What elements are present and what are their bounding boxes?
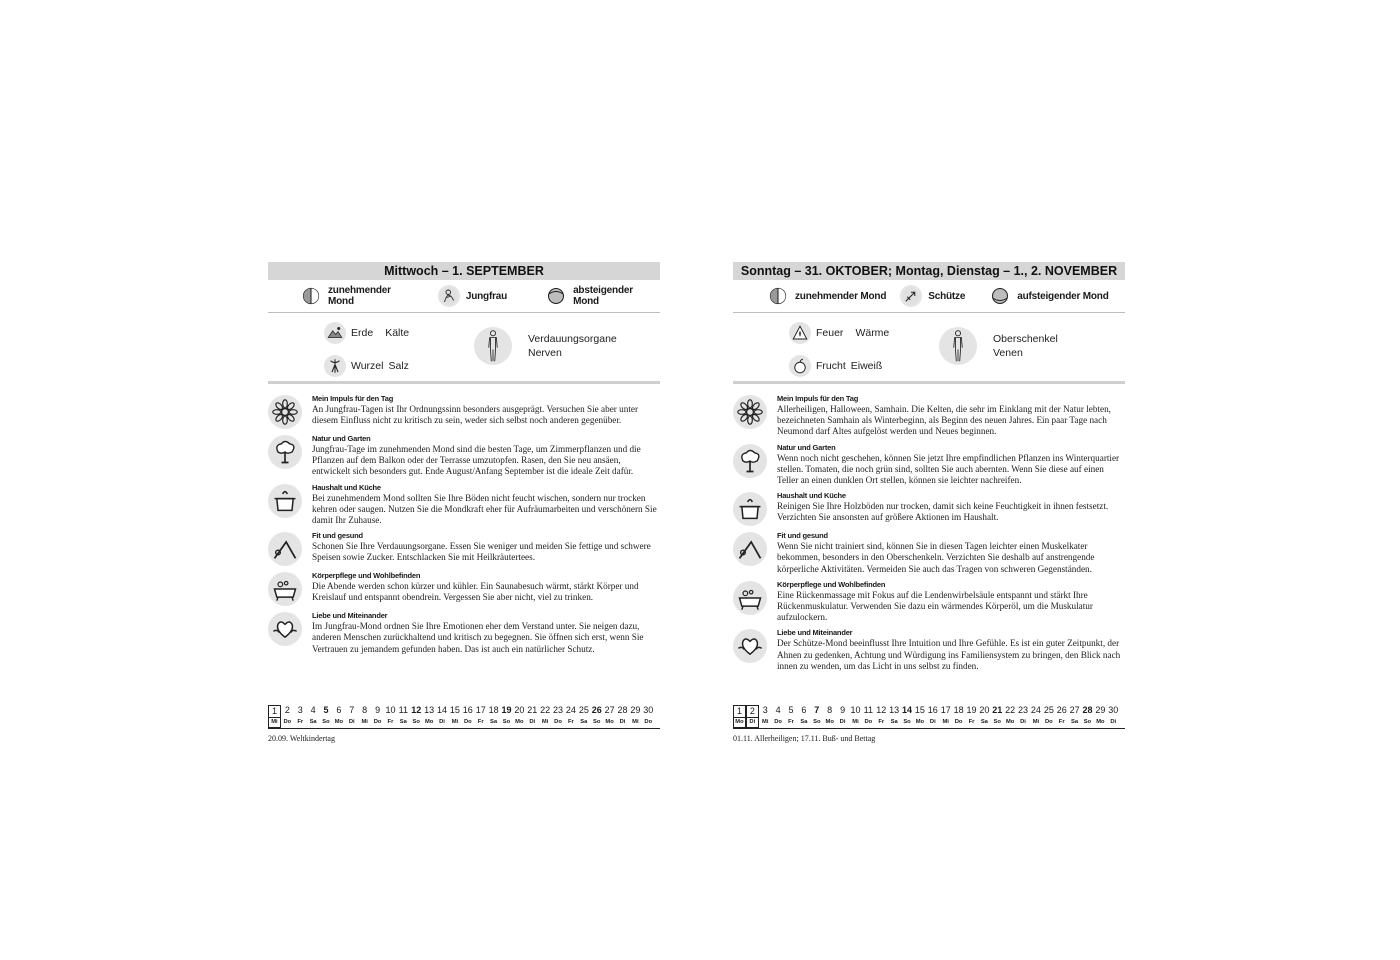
yoga-icon [268, 532, 302, 566]
section-household [733, 491, 1125, 526]
section-text: Wenn Sie nicht trainiert sind, können Sie in diesen Tagen leichter einen Muskelkater bekommen, besonders in den Oberschenkeln. Verzichten Sie deshalb auf anstrengende körperliche Aktivitäten. Vermeiden Sie auch das Tragen von schweren Gegenständen. [777, 541, 1095, 574]
calendar-day-number: 3 [762, 705, 768, 715]
calendar-day-number: 25 [1043, 705, 1054, 715]
page-header: Sonntag – 31. OKTOBER; Montag, Dienstag – 1., 2. NOVEMBER [733, 262, 1125, 280]
calendar-day-number: 8 [827, 705, 833, 715]
yoga-icon [733, 532, 767, 566]
calendar-day-number: 14 [437, 705, 448, 715]
calendar-weekday: So [813, 719, 821, 725]
page-header: Mittwoch – 1. SEPTEMBER [268, 262, 660, 280]
calendar-weekday: Mo [605, 719, 614, 725]
element-line-1 [789, 322, 889, 344]
elements-block [733, 313, 1125, 384]
half-moon-icon [767, 285, 789, 307]
section-text: An Jungfrau-Tagen ist Ihr Ordnungssinn besonders ausgeprägt. Versuchen Sie aber unter diesem Einfluss nicht zu kritisch zu sein, weder sich selbst noch anderen gegenüber. [312, 404, 639, 426]
element-line-2 [324, 355, 409, 377]
section-title: Körperpflege und Wohlbefinden [312, 571, 421, 581]
calendar-day-number: 10 [385, 705, 396, 715]
section-text: Wenn noch nicht geschehen, können Sie jetzt Ihre empfindlichen Pflanzen ins Winterquartier stellen. Tomaten, die noch grün sind, sollten Sie auch abernten. Wenn Sie diese auf einen Teller an einen dunklen Ort stellen, können sie leichter nachreifen. [777, 452, 1120, 486]
calendar-weekday: Mi [632, 719, 639, 725]
body-figure-icon [474, 327, 512, 365]
calendar-day-number: 12 [411, 705, 422, 715]
calendar-weekday: Do [954, 719, 963, 725]
calendar-day-number: 23 [553, 705, 564, 715]
ascending-moon-icon [989, 285, 1011, 307]
calendar-weekday: Do [554, 719, 562, 725]
bathtub-icon [733, 581, 767, 615]
calendar-day-number: 29 [1095, 705, 1106, 715]
calendar-weekday: Mo [424, 719, 434, 725]
calendar-weekday: Mo [1096, 719, 1105, 725]
section-text: Reinigen Sie Ihre Holzböden nur trocken, damit sich keine Feuchtigkeit in ihnen festsetzt. Verzichten Sie ansonsten auf größere Aktionen im Haushalt. [777, 501, 1109, 523]
section-text: Allerheiligen, Halloween, Samhain. Die Kelten, die sehr im Einklang mit der Natur lebten, bezeichneten Samhain als Winterbeginn, als Beginn des neuen Jahres. Ein paar Tage nach Neumond darf Altes aufgelöst werden und Neues beginnen. [777, 404, 1111, 437]
body-parts [993, 332, 1058, 360]
section-garden [268, 434, 660, 478]
calendar-weekday: Fr [878, 719, 885, 725]
section-fitness [733, 531, 1125, 575]
calendar-weekday: Fr [568, 719, 574, 725]
calendar-weekday: Sa [980, 719, 988, 725]
flower-icon [268, 395, 302, 429]
calendar-weekday: Sa [800, 719, 808, 725]
calendar-day-number: 5 [323, 705, 329, 715]
calendar-day-number: 27 [1069, 705, 1080, 715]
calendar-weekday: Do [463, 719, 472, 725]
calendar-weekday: Mo [515, 719, 524, 725]
tree-icon [733, 444, 767, 478]
right-page [733, 262, 1125, 743]
moon-info-row [268, 280, 660, 313]
body-part-1: Oberschenkel [993, 333, 1058, 345]
calendar-day-number: 30 [643, 705, 654, 715]
section-text: Schonen Sie Ihre Verdauungsorgane. Essen Sie weniger und meiden Sie fettige und schwere Speisen sowie Zucker. Entschlacken Sie mit Heilkräutertees. [312, 541, 651, 563]
month-calendar [268, 705, 660, 744]
section-title: Mein Impuls für den Tag [312, 394, 394, 403]
zodiac-sign [900, 285, 965, 307]
section-title: Mein Impuls für den Tag [777, 394, 859, 403]
section-text: Die Abende werden schon kürzer und kühler. Ein Saunabesuch wärmt, stärkt Körper und Kreislauf und entspannt obendrein. Vergessen Sie aber nicht, viel zu trinken. [312, 581, 639, 603]
half-moon-icon [300, 285, 322, 307]
nutrient-label: Salz [388, 360, 409, 372]
section-text: Im Jungfrau-Mond ordnen Sie Ihre Emotionen eher dem Verstand unter. Sie neigen dazu, anderen Menschen zurückhaltend und kritisch zu begegnen. Sie öffnen sich erst, wenn Sie Vertrauen zu jemandem gefunden haben. Das ist auch ein natürlicher Schutz. [312, 621, 644, 654]
calendar-day-number: 22 [540, 705, 551, 715]
calendar-weekday: Do [644, 719, 653, 725]
calendar-day-number: 23 [1018, 705, 1029, 715]
calendar-day-number: 30 [1108, 705, 1119, 715]
calendar-day-number: 9 [840, 705, 846, 715]
calendar-weekday: Fr [788, 719, 794, 725]
section-impulse [733, 394, 1125, 438]
calendar-day-number: 11 [863, 705, 874, 715]
calendar-weekday: Di [1020, 719, 1026, 725]
section-text: Jungfrau-Tage im zunehmenden Mond sind die besten Tage, um Zimmerpflanzen und die Pflanzen auf dem Balkon oder der Terrasse umzutopfen. Rasen, den Sie neu ansäen, entwickelt sich besonders gut. Ende August/Anfang September ist die ideale Zeit dafür. [312, 444, 641, 477]
sections [268, 394, 660, 655]
calendar-weekday: Mi [762, 719, 769, 725]
calendar-day-number: 6 [336, 705, 342, 715]
element-line-1 [324, 322, 409, 344]
calendar-weekday: Do [373, 719, 382, 725]
calendar-day-number: 18 [488, 705, 499, 715]
moon-info-row [733, 280, 1125, 313]
calendar-weekday: Di [619, 719, 626, 725]
calendar-day-number: 18 [953, 705, 964, 715]
section-title: Fit und gesund [312, 531, 363, 541]
moon-direction-label: aufsteigender Mond [1017, 290, 1109, 302]
quality-label: Wärme [855, 327, 890, 339]
virgo-icon [438, 285, 460, 307]
calendar-weekday: Mi [451, 719, 459, 725]
calendar-weekday: So [322, 719, 330, 725]
calendar-day-number: 11 [398, 705, 409, 715]
calendar-weekday: Fr [968, 719, 975, 725]
calendar-weekday: So [1083, 719, 1092, 725]
section-title: Natur und Garten [312, 434, 371, 443]
calendar-day-number: 4 [775, 705, 781, 715]
calendar-day-number: 10 [850, 705, 861, 715]
plant-part-label: Wurzel [351, 360, 384, 372]
heart-hands-icon [733, 629, 767, 663]
pot-icon [268, 484, 302, 518]
quality-label: Kälte [385, 327, 410, 339]
calendar-weekday: Fr [477, 719, 484, 725]
calendar-weekday: Di [746, 718, 759, 728]
moon-phase-label: zunehmender Mond [328, 285, 391, 307]
bathtub-icon [268, 572, 302, 606]
calendar-day-number: 1 [268, 705, 281, 718]
calendar-day-number: 26 [1056, 705, 1067, 715]
sections [733, 394, 1125, 672]
section-fitness [268, 531, 660, 566]
calendar-weekday: Di [839, 719, 846, 725]
body-part-2: Nerven [528, 347, 562, 359]
elements-block [268, 313, 660, 384]
zodiac-sign [438, 285, 507, 307]
calendar-weekday: Sa [309, 719, 317, 725]
calendar-weekday: Do [774, 719, 782, 725]
calendar-day-number: 20 [514, 705, 525, 715]
calendar-day-number: 13 [424, 705, 435, 715]
section-title: Natur und Garten [777, 442, 836, 452]
calendar-day-number: 14 [902, 705, 913, 715]
moon-direction [989, 285, 1108, 307]
body-parts [528, 332, 617, 360]
calendar-day-number: 21 [527, 705, 538, 715]
calendar-days [268, 705, 660, 718]
calendar-weekday: Di [348, 719, 355, 725]
calendar-day-number: 22 [1005, 705, 1016, 715]
moon-phase [300, 285, 418, 307]
calendar-weekday: Mi [268, 718, 281, 728]
sagittarius-icon [900, 285, 922, 307]
calendar-day-number: 24 [565, 705, 576, 715]
calendar-weekday: So [502, 719, 511, 725]
body-region [474, 327, 617, 365]
calendar-day-number: 24 [1030, 705, 1041, 715]
moon-direction-label: absteigender Mond [573, 285, 633, 307]
body-part-1: Verdauungsorgane [528, 333, 617, 345]
calendar-note: 01.11. Allerheiligen; 17.11. Buß- und Bettag [733, 734, 876, 743]
calendar-weekday: Di [439, 719, 445, 725]
calendar-weekday: Di [929, 719, 936, 725]
zodiac-label: Jungfrau [465, 290, 508, 302]
plant-part-label: Frucht [816, 360, 846, 372]
fire-icon [789, 322, 811, 344]
calendar-weekday: So [903, 719, 911, 725]
element-label: Erde [351, 327, 374, 339]
tree-icon [268, 435, 302, 469]
fruit-icon [789, 355, 811, 377]
moon-direction [545, 285, 660, 307]
calendar-weekday: Sa [490, 719, 498, 725]
calendar-day-number: 9 [375, 705, 381, 715]
body-region [939, 327, 1058, 365]
calendar-day-number: 6 [801, 705, 807, 715]
calendar-day-number: 4 [310, 705, 316, 715]
pot-icon [733, 492, 767, 526]
calendar-weekday: So [593, 719, 601, 725]
calendar-day-number: 17 [475, 705, 486, 715]
section-love [268, 611, 660, 655]
calendar-weekday: Sa [890, 719, 898, 725]
calendar-day-number: 17 [940, 705, 951, 715]
calendar-weekday: Sa [1071, 719, 1079, 725]
calendar-day-number: 13 [889, 705, 900, 715]
calendar-day-number: 2 [284, 705, 290, 715]
calendar-day-number: 5 [788, 705, 794, 715]
calendar-weekday: Fr [1058, 719, 1065, 725]
calendar-weekday: Di [1110, 719, 1117, 725]
calendar-weekday: Mo [733, 718, 746, 728]
section-text: Der Schütze-Mond beeinflusst Ihre Intuition und Ihre Gefühle. Es ist ein guter Zeitpunkt, der Ahnen zu gedenken, Achtung und Würdigung ins Familiensystem zu bringen, den Blick nach innen zu wenden, um das Licht in uns selbst zu finden. [777, 638, 1121, 671]
moon-phase-label: zunehmender Mond [795, 290, 887, 302]
section-love [733, 628, 1125, 672]
calendar-weekday: Fr [297, 719, 304, 725]
calendar-day-number: 21 [992, 705, 1003, 715]
calendar-weekday: Mo [334, 719, 344, 725]
calendar-weekday: Do [1044, 719, 1053, 725]
calendar-day-number: 2 [746, 705, 759, 718]
calendar-weekday: So [993, 719, 1001, 725]
calendar-day-number: 16 [927, 705, 938, 715]
section-text: Eine Rückenmassage mit Fokus auf die Lendenwirbelsäule entspannt und stärkt Ihre Rückenmuskulatur. Verwenden Sie dazu ein wärmendes Körperöl, um die Muskulatur aufzulockern. [777, 589, 1093, 623]
heart-hands-icon [268, 612, 302, 646]
flower-icon [733, 395, 767, 429]
section-title: Körperpflege und Wohlbefinden [777, 579, 886, 589]
calendar-weekday: Mi [541, 719, 549, 725]
zodiac-label: Schütze [928, 290, 966, 302]
calendar-weekday: Di [529, 719, 536, 725]
calendar-weekday: Fr [387, 719, 394, 725]
calendar-weekday: Sa [580, 719, 588, 725]
calendar-day-number: 19 [501, 705, 512, 715]
calendar-weekday: Sa [399, 719, 407, 725]
calendar-weekdays [268, 718, 660, 729]
calendar-day-number: 27 [604, 705, 615, 715]
calendar-note: 20.09. Weltkindertag [268, 734, 335, 743]
calendar-day-number: 3 [297, 705, 303, 715]
section-household [268, 483, 660, 527]
body-figure-icon [939, 327, 977, 365]
section-bodycare [733, 580, 1125, 624]
calendar-day-number: 29 [630, 705, 641, 715]
calendar-weekday: Mi [942, 719, 949, 725]
nutrient-label: Eiweiß [850, 360, 883, 372]
calendar-days [733, 705, 1125, 718]
section-impulse [268, 394, 660, 429]
moon-phase [767, 285, 886, 307]
calendar-weekday: So [412, 719, 420, 725]
section-title: Fit und gesund [777, 531, 828, 541]
calendar-day-number: 26 [591, 705, 602, 715]
calendar-day-number: 25 [578, 705, 589, 715]
calendar-day-number: 19 [966, 705, 977, 715]
calendar-day-number: 12 [876, 705, 887, 715]
calendar-weekday: Mo [915, 719, 925, 725]
calendar-day-number: 16 [462, 705, 473, 715]
calendar-day-number: 1 [733, 705, 746, 718]
calendar-weekday: Do [864, 719, 873, 725]
calendar-weekday: Mo [1005, 719, 1015, 725]
element-label: Feuer [816, 327, 844, 339]
section-text: Bei zunehmendem Mond sollten Sie Ihre Böden nicht feucht wischen, sondern nur trocken kehren oder saugen. Nutzen Sie die Mondkraft eher für Aufräumarbeiten und verschönern Sie damit Ihr Zuhause. [312, 492, 657, 526]
section-title: Liebe und Miteinander [312, 611, 388, 621]
section-garden [733, 443, 1125, 487]
calendar-weekday: Mi [361, 719, 368, 725]
section-bodycare [268, 571, 660, 606]
earth-icon [324, 322, 346, 344]
section-title: Haushalt und Küche [777, 491, 846, 501]
calendar-weekdays [733, 718, 1125, 729]
calendar-weekday: Mo [825, 719, 834, 725]
calendar-day-number: 20 [979, 705, 990, 715]
calendar-weekday: Do [283, 719, 292, 725]
left-page [268, 262, 660, 743]
section-title: Haushalt und Küche [312, 482, 381, 492]
body-part-2: Venen [993, 347, 1023, 359]
descending-moon-icon [545, 285, 567, 307]
calendar-day-number: 28 [617, 705, 628, 715]
month-calendar [733, 705, 1125, 744]
calendar-day-number: 7 [349, 705, 355, 715]
section-title: Liebe und Miteinander [777, 628, 853, 638]
calendar-day-number: 15 [449, 705, 460, 715]
element-line-2 [789, 355, 882, 377]
calendar-weekday: Mi [852, 719, 859, 725]
calendar-day-number: 15 [914, 705, 925, 715]
calendar-day-number: 7 [814, 705, 820, 715]
calendar-day-number: 8 [362, 705, 368, 715]
root-icon [324, 355, 346, 377]
calendar-weekday: Mi [1032, 719, 1040, 725]
calendar-day-number: 28 [1082, 705, 1093, 715]
